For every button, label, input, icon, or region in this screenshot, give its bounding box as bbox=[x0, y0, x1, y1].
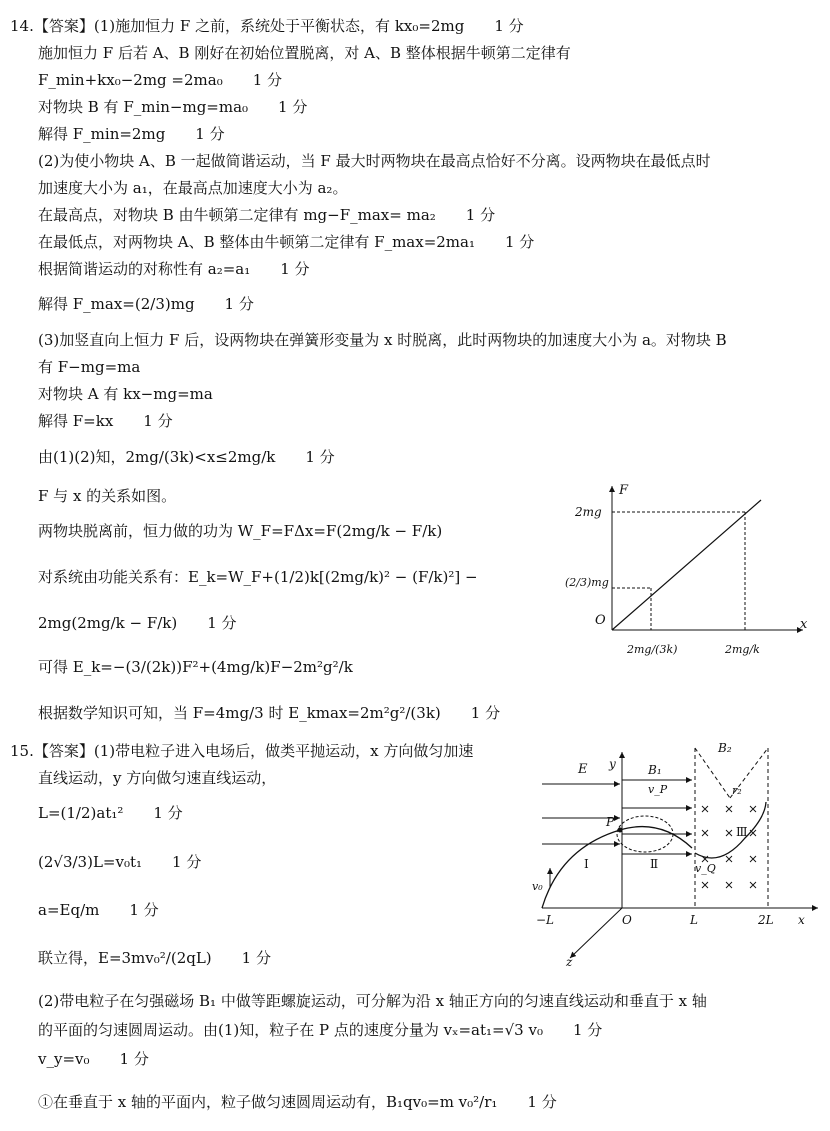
q14-line-0: 14.【答案】(1)施加恒力 F 之前，系统处于平衡状态，有 kx₀=2mg 1 分 bbox=[10, 17, 524, 35]
svg-text:P: P bbox=[606, 815, 615, 829]
q14-line-4: 解得 F_min=2mg 1 分 bbox=[38, 125, 225, 143]
q15-line-4: a=Eq/m 1 分 bbox=[38, 901, 159, 919]
q15-line-1: 直线运动，y 方向做匀速直线运动， bbox=[38, 769, 277, 787]
svg-text:E: E bbox=[578, 762, 588, 777]
q14-line-13: 对物块 A 有 kx−mg=ma bbox=[38, 385, 213, 403]
q15-line-0: 15.【答案】(1)带电粒子进入电场后，做类平抛运动，x 方向做匀加速 bbox=[10, 742, 474, 760]
q14-line-12: 有 F−mg=ma bbox=[38, 358, 141, 376]
field-region-figure bbox=[530, 738, 825, 970]
svg-text:v_P: v_P bbox=[648, 783, 668, 796]
graph-x-tick-1: 2mg/k bbox=[725, 643, 760, 656]
q15-line-6: (2)带电粒子在匀强磁场 B₁ 中做等距螺旋运动，可分解为沿 x 轴正方向的匀速直线运动和垂直于 x 轴 bbox=[38, 992, 707, 1010]
q15-line-8: v_y=v₀ 1 分 bbox=[38, 1050, 149, 1068]
q14-line-8: 在最低点，对两物块 A、B 整体由牛顿第二定律有 F_max=2ma₁ 1 分 bbox=[38, 233, 535, 251]
q15-line-5: 联立得，E=3mv₀²/(2qL) 1 分 bbox=[38, 949, 271, 967]
q15-line-9: ①在垂直于 x 轴的平面内，粒子做匀速圆周运动有，B₁qv₀=m v₀²/r₁ 1 分 bbox=[38, 1093, 557, 1111]
graph-y-label: F bbox=[619, 483, 629, 498]
svg-text:Ⅰ: Ⅰ bbox=[584, 857, 589, 871]
svg-text:L: L bbox=[690, 913, 698, 927]
svg-text:r₂: r₂ bbox=[732, 784, 742, 797]
graph-x-tick-0: 2mg/(3k) bbox=[627, 643, 678, 656]
q14-line-15: 由(1)(2)知，2mg/(3k)<x≤2mg/k 1 分 bbox=[38, 448, 335, 466]
q14-line-16: F 与 x 的关系如图。 bbox=[38, 487, 177, 505]
graph-y-tick-1: (2/3)mg bbox=[565, 576, 609, 589]
graph-line bbox=[612, 500, 761, 630]
q14-line-21: 根据数学知识可知，当 F=4mg/3 时 E_kmax=2m²g²/(3k) 1 分 bbox=[38, 704, 501, 722]
svg-text:Ⅲ: Ⅲ bbox=[736, 825, 748, 839]
svg-text:x: x bbox=[798, 913, 805, 927]
q15-line-7: 的平面的匀速圆周运动。由(1)知，粒子在 P 点的速度分量为 vₓ=at₁=√3 v₀ 1 分 bbox=[38, 1021, 603, 1039]
svg-text:y: y bbox=[609, 757, 616, 771]
svg-text:B₁: B₁ bbox=[648, 763, 662, 777]
svg-text:2L: 2L bbox=[758, 913, 774, 927]
q14-line-2: F_min+kx₀−2mg =2ma₀ 1 分 bbox=[38, 71, 283, 89]
graph-x-label: x bbox=[800, 617, 808, 632]
q14-line-20: 可得 E_k=−(3/(2k))F²+(4mg/k)F−2m²g²/k bbox=[38, 658, 353, 676]
q15-line-2: L=(1/2)at₁² 1 分 bbox=[38, 804, 183, 822]
q14-line-5: (2)为使小物块 A、B 一起做简谐运动，当 F 最大时两物块在最高点恰好不分离。设两物块在最低点时 bbox=[38, 152, 711, 170]
graph-origin: O bbox=[595, 613, 606, 628]
svg-text:z: z bbox=[566, 955, 573, 969]
q15-line-3: (2√3/3)L=v₀t₁ 1 分 bbox=[38, 853, 202, 871]
q14-line-17: 两物块脱离前，恒力做的功为 W_F=FΔx=F(2mg/k − F/k) bbox=[38, 522, 443, 540]
q14-line-14: 解得 F=kx 1 分 bbox=[38, 412, 173, 430]
q14-line-10: 解得 F_max=(2/3)mg 1 分 bbox=[38, 295, 254, 313]
svg-text:v₀: v₀ bbox=[532, 880, 543, 893]
svg-text:B₂: B₂ bbox=[718, 741, 732, 755]
q14-line-19: 2mg(2mg/k − F/k) 1 分 bbox=[38, 614, 237, 632]
svg-text:O: O bbox=[622, 913, 632, 927]
graph-y-tick-0: 2mg bbox=[575, 505, 602, 519]
svg-text:Ⅱ: Ⅱ bbox=[650, 857, 659, 871]
q14-line-1: 施加恒力 F 后若 A、B 刚好在初始位置脱离，对 A、B 整体根据牛顿第二定律有 bbox=[38, 44, 571, 62]
q14-line-6: 加速度大小为 a₁，在最高点加速度大小为 a₂。 bbox=[38, 179, 348, 197]
svg-text:−L: −L bbox=[536, 913, 555, 927]
q14-line-7: 在最高点，对物块 B 由牛顿第二定律有 mg−F_max= ma₂ 1 分 bbox=[38, 206, 496, 224]
q14-line-11: (3)加竖直向上恒力 F 后，设两物块在弹簧形变量为 x 时脱离，此时两物块的加速度大小为 a。对物块 B bbox=[38, 331, 727, 349]
q14-line-3: 对物块 B 有 F_min−mg=ma₀ 1 分 bbox=[38, 98, 308, 116]
svg-text:v_Q: v_Q bbox=[695, 862, 716, 875]
q14-line-9: 根据简谐运动的对称性有 a₂=a₁ 1 分 bbox=[38, 260, 310, 278]
f-x-graph bbox=[565, 478, 815, 668]
q14-line-18: 对系统由功能关系有：E_k=W_F+(1/2)k[(2mg/k)² − (F/k)²] − bbox=[38, 568, 478, 586]
